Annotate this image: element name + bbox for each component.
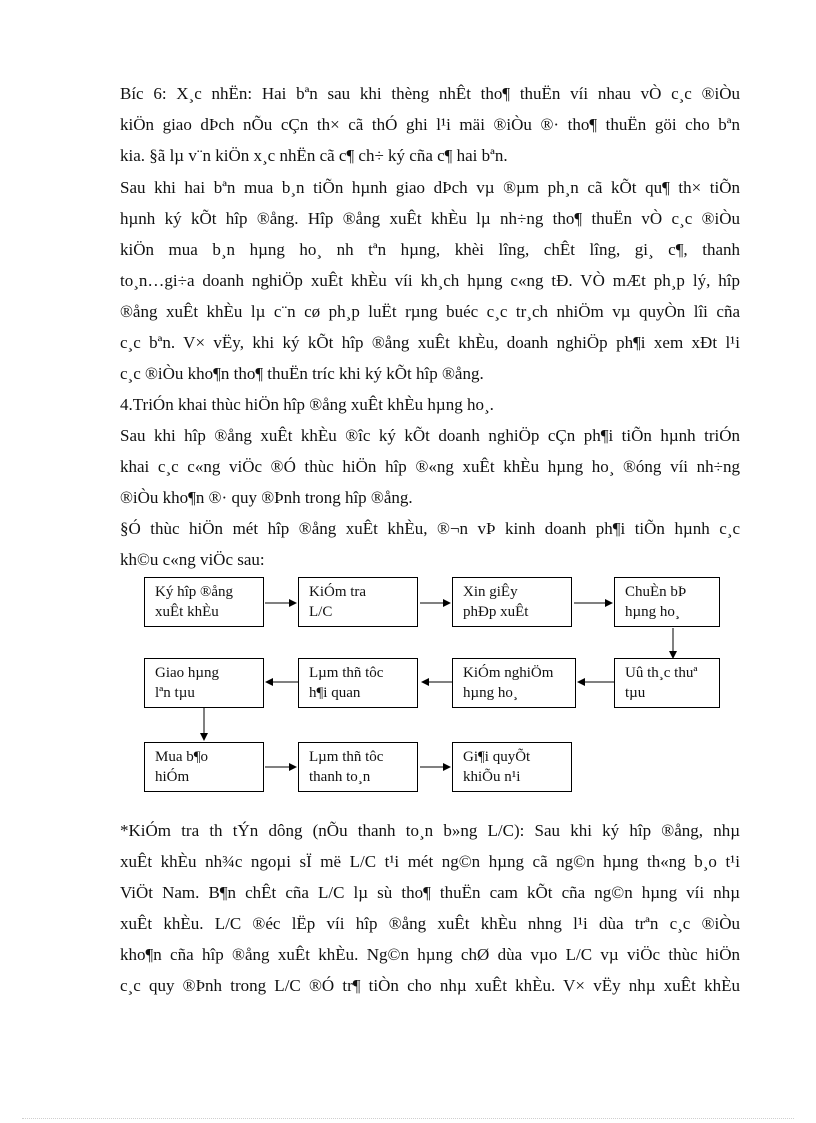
text-line: ViÖt Nam. B¶n chÊt cña L/C lµ sù tho¶ thuËn cam kÕt cña ng©n hµng víi nhµ: [120, 883, 740, 902]
step-label: hµng ho¸: [625, 604, 680, 620]
text-line: c¸c quy ®Þnh trong L/C ®Ó tr¶ tiÒn cho nhµ xuÊt khÈu. V× vËy nhµ xuÊt khÈu: [120, 976, 740, 995]
step-label: Lµm thñ tôc: [309, 749, 384, 765]
text-line: khai c¸c c«ng viÖc ®Ó thùc hiÖn hîp ®«ng xuÊt khÈu hµng ho¸ ®óng víi nh÷ng: [120, 457, 740, 476]
text-line: hµnh ký kÕt hîp ®ång. Hîp ®ång xuÊt khÈu lµ nh÷ng tho¶ thuËn vÒ c¸c ®iÒu: [120, 209, 740, 228]
step-label: KiÓm nghiÖm: [463, 665, 554, 681]
step-label: KiÓm tra: [309, 584, 367, 600]
text-line: kiÖn mua b¸n hµng ho¸ nh tªn hµng, khèi lîng, chÊt lîng, gi¸ c¶, thanh: [120, 240, 740, 259]
text-line: kia. §ã lµ v¨n kiÖn x¸c nhËn cã c¶ ch÷ ký cña c¶ hai bªn.: [120, 146, 508, 165]
step-complaints: [452, 742, 572, 792]
step-payment: [298, 742, 418, 792]
step-label: phÐp xuÊt: [463, 604, 529, 620]
step-prepare-goods: [614, 577, 720, 627]
step-label: thanh to¸n: [309, 769, 371, 785]
step-insurance: [144, 742, 264, 792]
text-line: kiÖn giao dÞch nÕu cÇn th× cã thÓ ghi l¹i mäi ®iÒu ®· tho¶ thuËn göi cho bªn: [120, 115, 740, 134]
step-label: Giao hµng: [155, 665, 220, 681]
text-line: kho¶n cña hîp ®ång xuÊt khÈu. Ng©n hµng chØ dùa vµo L/C vµ viÖc thùc hiÖn: [120, 945, 740, 964]
text-line: ®ång xuÊt khÈu lµ c¨n cø ph¸p luËt rµng buéc c¸c tr¸ch nhiÖm vµ quyÒn lîi cña: [120, 302, 740, 321]
step-label: L/C: [309, 604, 333, 620]
text-line: xuÊt khÈu nh¾c ngoµi sÏ më L/C t¹i mét ng©n hµng cã ng©n hµng th«ng b¸o t¹i: [120, 852, 740, 871]
step-deliver-goods: [144, 658, 264, 708]
text-line: c¸c ®iÒu kho¶n tho¶ thuËn tríc khi ký kÕt hîp ®ång.: [120, 364, 484, 383]
step-sign-contract: [144, 577, 264, 627]
heading-text: 4.TriÓn khai thùc hiÖn hîp ®ång xuÊt khÈu hµng ho¸.: [120, 395, 494, 414]
step-check-lc: [298, 577, 418, 627]
paragraph-lc-check: [120, 815, 740, 1001]
step-label: ChuÈn bÞ: [625, 584, 687, 600]
step-label: Uû th¸c thuª: [625, 665, 698, 681]
step-label: Xin giÊy: [463, 584, 518, 600]
text-line: xuÊt khÈu. L/C ®éc lËp víi hîp ®ång xuÊt khÈu nhng l¹i dùa trªn c¸c ®iÒu: [120, 914, 740, 933]
text-line: Sau khi hai bªn mua b¸n tiÕn hµnh giao dÞch vµ ®µm ph¸n cã kÕt qu¶ th× tiÕn: [120, 178, 740, 197]
step-label: Lµm thñ tôc: [309, 665, 384, 681]
step-label: hiÓm: [155, 769, 190, 785]
step-label: Ký hîp ®ång: [155, 584, 234, 600]
step-charter-ship: [614, 658, 720, 708]
text-line: kh©u c«ng viÖc sau:: [120, 550, 265, 569]
step-label: khiÕu n¹i: [463, 769, 521, 785]
text-line: ®iÒu kho¶n ®· quy ®Þnh trong hîp ®ång.: [120, 488, 413, 507]
text-line: *KiÓm tra th tÝn dông (nÕu thanh to¸n b»ng L/C): Sau khi ký hîp ®ång, nhµ: [120, 821, 740, 840]
page-bottom-border: [22, 1118, 794, 1119]
step-label: xuÊt khÈu: [155, 604, 219, 620]
text-line: Sau khi hîp ®ång xuÊt khÈu ®îc ký kÕt doanh nghiÖp cÇn ph¶i tiÕn hµnh triÓn: [120, 426, 740, 445]
text-line: Bíc 6: X¸c nhËn: Hai bªn sau khi thèng nhÊt tho¶ thuËn víi nhau vÒ c¸c ®iÒu: [120, 84, 740, 103]
step-label: tµu: [625, 685, 646, 701]
step-inspect-goods: [452, 658, 576, 708]
text-line: §Ó thùc hiÖn mét hîp ®ång xuÊt khÈu, ®¬n vÞ kinh doanh ph¶i tiÕn hµnh c¸c: [120, 519, 740, 538]
step-label: Mua b¶o: [155, 749, 209, 765]
text-line: c¸c bªn. V× vËy, khi ký kÕt hîp ®ång xuÊt khÈu, doanh nghiÖp ph¶i xem xÐt l¹i: [120, 333, 740, 352]
step-label: lªn tµu: [155, 685, 195, 701]
step-export-permit: [452, 577, 572, 627]
step-label: hµng ho¸: [463, 685, 518, 701]
step-label: Gi¶i quyÕt: [463, 749, 531, 765]
step-customs: [298, 658, 418, 708]
text-line: to¸n…gi÷a doanh nghiÖp xuÊt khÈu víi kh¸ch hµng c«ng tÐ. VÒ mÆt ph¸p lý, hîp: [120, 271, 740, 290]
step-label: h¶i quan: [309, 685, 361, 701]
